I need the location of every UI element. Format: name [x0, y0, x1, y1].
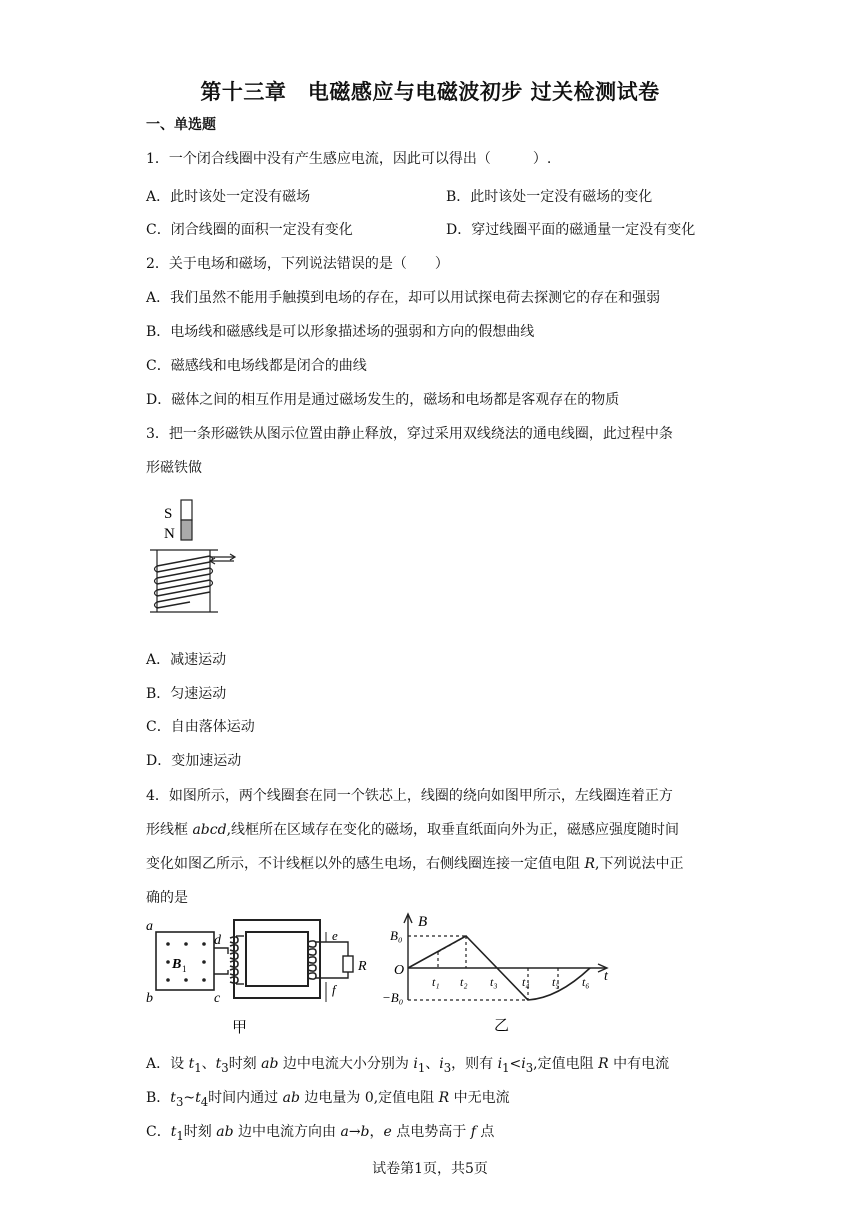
svg-text:R: R — [358, 959, 367, 974]
svg-text:c: c — [214, 991, 221, 1006]
svg-text:t₂: t₂ — [460, 975, 468, 989]
q2-stem: 2．关于电场和磁场，下列说法错误的是（ ） — [146, 256, 449, 272]
q4-figure-jia — [142, 914, 372, 1036]
magnet-n-label: N — [164, 526, 175, 542]
svg-text:t₄: t₄ — [522, 975, 530, 989]
q3-option-b[interactable]: B．匀速运动 — [146, 686, 227, 702]
q1-option-a[interactable]: A．此时该处一定没有磁场 — [146, 189, 311, 205]
svg-text:t₁: t₁ — [432, 975, 440, 989]
svg-text:−B₀: −B₀ — [382, 990, 404, 1005]
svg-text:b: b — [146, 991, 153, 1006]
q1-option-b[interactable]: B．此时该处一定没有磁场的变化 — [446, 189, 653, 205]
q3-figure-magnet-coil — [140, 494, 250, 622]
q3-stem-line1: 3．把一条形磁铁从图示位置由静止释放，穿过采用双线绕法的通电线圈，此过程中条 — [146, 426, 673, 442]
svg-text:O: O — [394, 963, 405, 978]
q4-stem-line3: 变化如图乙所示，不计线框以外的感生电场，右侧线圈连接一定值电阻 R,下列说法中正 — [146, 856, 684, 872]
q3-option-d[interactable]: D．变加速运动 — [146, 753, 242, 769]
svg-text:t₅: t₅ — [552, 975, 560, 989]
q4-figure-yi-graph — [378, 910, 614, 1036]
q4-option-b[interactable]: B．$t_3\sim t_4$时间内通过 ab 边电量为 0,定值电阻 R 中无电流 — [146, 1090, 510, 1109]
magnet-s-pole — [181, 500, 192, 520]
magnet-s-label: S — [164, 506, 173, 522]
q4-stem-line1: 4．如图所示，两个线圈套在同一个铁芯上，线圈的绕向如图甲所示，左线圈连着正方 — [146, 788, 673, 804]
q3-stem-line2: 形磁铁做 — [146, 460, 202, 476]
q4-option-c[interactable]: C．$t_1$时刻 ab 边中电流方向由 a→b，e 点电势高于 f 点 — [146, 1124, 495, 1143]
q1-option-c[interactable]: C．闭合线圈的面积一定没有变化 — [146, 222, 353, 238]
svg-text:1: 1 — [182, 964, 187, 974]
q1-stem: 1．一个闭合线圈中没有产生感应电流，因此可以得出（ ）. — [146, 151, 552, 167]
page-title: 第十三章 电磁感应与电磁波初步 过关检测试卷 — [200, 80, 660, 104]
magnet-n-pole — [181, 520, 192, 540]
svg-text:a: a — [146, 919, 153, 934]
svg-text:t₃: t₃ — [490, 975, 498, 989]
svg-text:B: B — [172, 957, 182, 972]
q2-option-c[interactable]: C．磁感线和电场线都是闭合的曲线 — [146, 358, 367, 374]
q3-option-c[interactable]: C．自由落体运动 — [146, 719, 255, 735]
q2-option-b[interactable]: B．电场线和磁感线是可以形象描述场的强弱和方向的假想曲线 — [146, 324, 535, 340]
svg-text:B₀: B₀ — [390, 928, 403, 943]
q4-stem-line4: 确的是 — [146, 890, 188, 906]
svg-text:t₆: t₆ — [582, 975, 590, 989]
q3-option-a[interactable]: A．减速运动 — [146, 652, 227, 668]
svg-text:t: t — [604, 969, 608, 984]
svg-text:f: f — [332, 982, 336, 997]
section-heading: 一、单选题 — [146, 117, 216, 133]
q2-option-d[interactable]: D．磁体之间的相互作用是通过磁场发生的，磁场和电场都是客观存在的物质 — [146, 392, 620, 408]
resistor-symbol — [343, 956, 353, 972]
q1-option-d[interactable]: D．穿过线圈平面的磁通量一定没有变化 — [446, 222, 696, 238]
svg-text:d: d — [214, 933, 221, 948]
svg-text:甲: 甲 — [232, 1020, 248, 1036]
svg-text:e: e — [332, 928, 338, 943]
q4-option-a[interactable]: A．设 $t_1$、$t_3$时刻 ab 边中电流大小分别为 $i_1$、$i_3$，则有 $i_1<i_3$,定值电阻 R 中有电流 — [146, 1056, 670, 1075]
q2-option-a[interactable]: A．我们虽然不能用手触摸到电场的存在，却可以用试探电荷去探测它的存在和强弱 — [146, 290, 661, 306]
svg-text:B: B — [418, 914, 428, 930]
svg-text:乙: 乙 — [494, 1018, 510, 1034]
q4-stem-line2: 形线框 abcd,线框所在区域存在变化的磁场，取垂直纸面向外为正，磁感应强度随时间 — [146, 822, 680, 838]
page-footer: 试卷第1页，共5页 — [372, 1161, 488, 1177]
